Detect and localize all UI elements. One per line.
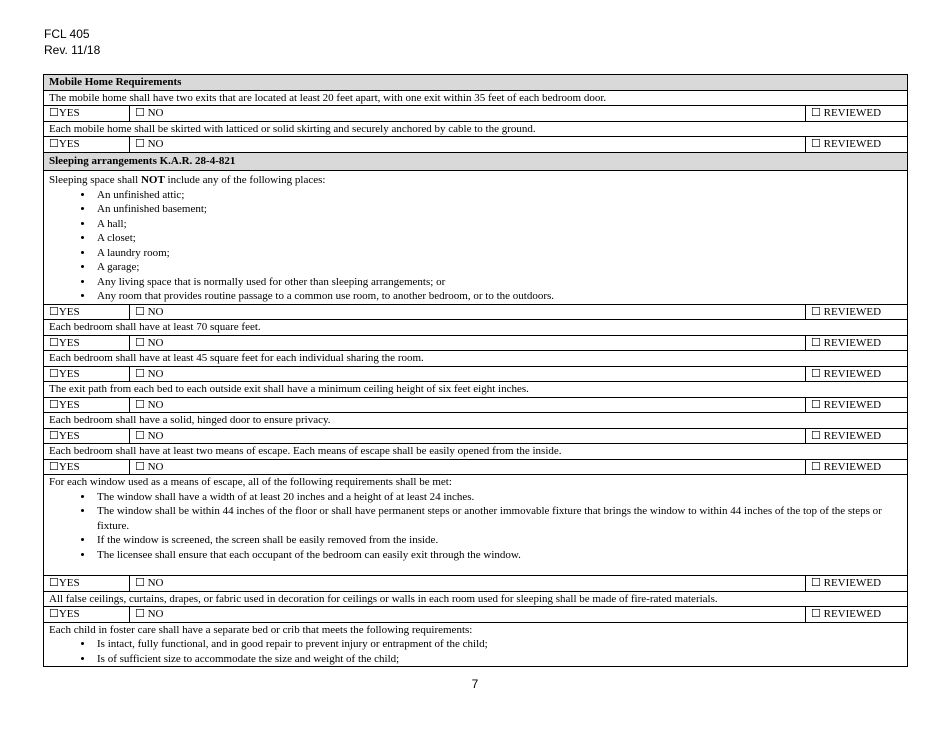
reviewed-checkbox[interactable]: ☐ REVIEWED — [806, 335, 908, 351]
requirement-text: Each bedroom shall have at least 70 square feet. — [44, 320, 908, 336]
requirement-row — [44, 591, 908, 607]
window-intro: For each window used as a means of escape, all of the following requirements shall be met: — [49, 476, 452, 488]
requirement-text: All false ceilings, curtains, drapes, or fabric used in decoration for ceilings or walls in each room used for sleeping shall be made of fire-rated materials. — [44, 591, 908, 607]
requirement-row — [44, 121, 908, 137]
reviewed-checkbox[interactable]: ☐ REVIEWED — [806, 428, 908, 444]
no-checkbox[interactable]: ☐ NO — [130, 607, 806, 623]
yes-checkbox[interactable]: ☐YES — [44, 366, 130, 382]
requirement-row — [44, 413, 908, 429]
yes-checkbox[interactable]: ☐YES — [44, 106, 130, 122]
section-title: Mobile Home Requirements — [44, 75, 908, 91]
list-item: • Is of sufficient size to accommodate the size and weight of the child; — [94, 652, 902, 667]
window-requirements-block — [44, 475, 908, 576]
checkbox-row — [44, 106, 908, 122]
section-header-sleeping — [44, 152, 908, 171]
reviewed-checkbox[interactable]: ☐ REVIEWED — [806, 607, 908, 623]
no-checkbox[interactable]: ☐ NO — [130, 459, 806, 475]
requirements-table — [43, 74, 908, 667]
requirement-text: The exit path from each bed to each outside exit shall have a minimum ceiling height of six feet eight inches. — [44, 382, 908, 398]
section-title: Sleeping arrangements K.A.R. 28-4-821 — [44, 152, 908, 171]
checkbox-row — [44, 397, 908, 413]
list-item: • A hall; — [94, 217, 902, 232]
yes-checkbox[interactable]: ☐YES — [44, 576, 130, 592]
section-header-mobile-home — [44, 75, 908, 91]
requirement-text: Each bedroom shall have at least 45 square feet for each individual sharing the room. — [44, 351, 908, 367]
prohibited-places-block — [44, 171, 908, 305]
list-item: • A garage; — [94, 260, 902, 275]
no-checkbox[interactable]: ☐ NO — [130, 335, 806, 351]
checkbox-row — [44, 607, 908, 623]
prohibited-places-list — [49, 188, 902, 304]
requirement-text: Each bedroom shall have at least two means of escape. Each means of escape shall be easily opened from the inside. — [44, 444, 908, 460]
checkbox-row — [44, 137, 908, 153]
list-item: • An unfinished basement; — [94, 202, 902, 217]
yes-checkbox[interactable]: ☐YES — [44, 607, 130, 623]
requirement-row — [44, 351, 908, 367]
list-item: • Any room that provides routine passage to a common use room, to another bedroom, or to the outdoors. — [94, 289, 902, 304]
list-item: • A closet; — [94, 231, 902, 246]
bed-intro: Each child in foster care shall have a separate bed or crib that meets the following requirements: — [49, 623, 473, 636]
checkbox-row — [44, 304, 908, 320]
list-item: • An unfinished attic; — [94, 188, 902, 203]
checkbox-row — [44, 459, 908, 475]
requirement-row — [44, 171, 908, 305]
form-id: FCL 405 — [44, 27, 90, 41]
reviewed-checkbox[interactable]: ☐ REVIEWED — [806, 106, 908, 122]
checkbox-row — [44, 576, 908, 592]
yes-checkbox[interactable]: ☐YES — [44, 304, 130, 320]
requirement-text: Each mobile home shall be skirted with latticed or solid skirting and securely anchored by cable to the ground. — [44, 121, 908, 137]
no-checkbox[interactable]: ☐ NO — [130, 137, 806, 153]
spacer — [49, 562, 902, 575]
reviewed-checkbox[interactable]: ☐ REVIEWED — [806, 304, 908, 320]
list-item: • The window shall have a width of at least 20 inches and a height of at least 24 inches. — [94, 490, 902, 505]
list-item: • If the window is screened, the screen shall be easily removed from the inside. — [94, 533, 902, 548]
no-checkbox[interactable]: ☐ NO — [130, 304, 806, 320]
checkbox-row — [44, 366, 908, 382]
revision-date: Rev. 11/18 — [44, 43, 101, 57]
list-item: • A laundry room; — [94, 246, 902, 261]
requirement-row — [44, 382, 908, 398]
bed-requirements-block — [44, 622, 908, 667]
requirement-text: The mobile home shall have two exits that are located at least 20 feet apart, with one exit within 35 feet of each bedroom door. — [44, 90, 908, 106]
document-header — [44, 26, 100, 58]
yes-checkbox[interactable]: ☐YES — [44, 335, 130, 351]
list-item: • Any living space that is normally used for other than sleeping arrangements; or — [94, 275, 902, 290]
prohibited-intro: Sleeping space shall NOT include any of the following places: — [49, 174, 326, 186]
no-checkbox[interactable]: ☐ NO — [130, 397, 806, 413]
requirement-row — [44, 320, 908, 336]
reviewed-checkbox[interactable]: ☐ REVIEWED — [806, 397, 908, 413]
list-item: • The licensee shall ensure that each occupant of the bedroom can easily exit through the window. — [94, 548, 902, 563]
reviewed-checkbox[interactable]: ☐ REVIEWED — [806, 137, 908, 153]
yes-checkbox[interactable]: ☐YES — [44, 459, 130, 475]
requirement-row — [44, 475, 908, 576]
bed-requirements-list — [49, 637, 902, 666]
page-number: 7 — [471, 677, 479, 691]
requirement-row — [44, 444, 908, 460]
yes-checkbox[interactable]: ☐YES — [44, 428, 130, 444]
yes-checkbox[interactable]: ☐YES — [44, 137, 130, 153]
list-item: • The window shall be within 44 inches of the floor or shall have permanent steps or another immovable fixture that brings the window to within 44 inches of the top of the steps or fixture. — [94, 504, 902, 533]
no-checkbox[interactable]: ☐ NO — [130, 576, 806, 592]
list-item: • Is intact, fully functional, and in good repair to prevent injury or entrapment of the child; — [94, 637, 902, 652]
yes-checkbox[interactable]: ☐YES — [44, 397, 130, 413]
reviewed-checkbox[interactable]: ☐ REVIEWED — [806, 459, 908, 475]
requirement-row — [44, 90, 908, 106]
no-checkbox[interactable]: ☐ NO — [130, 106, 806, 122]
checkbox-row — [44, 428, 908, 444]
reviewed-checkbox[interactable]: ☐ REVIEWED — [806, 366, 908, 382]
requirement-text: Each bedroom shall have a solid, hinged door to ensure privacy. — [44, 413, 908, 429]
no-checkbox[interactable]: ☐ NO — [130, 428, 806, 444]
reviewed-checkbox[interactable]: ☐ REVIEWED — [806, 576, 908, 592]
window-requirements-list — [49, 490, 902, 563]
requirement-row — [44, 622, 908, 667]
checkbox-row — [44, 335, 908, 351]
no-checkbox[interactable]: ☐ NO — [130, 366, 806, 382]
